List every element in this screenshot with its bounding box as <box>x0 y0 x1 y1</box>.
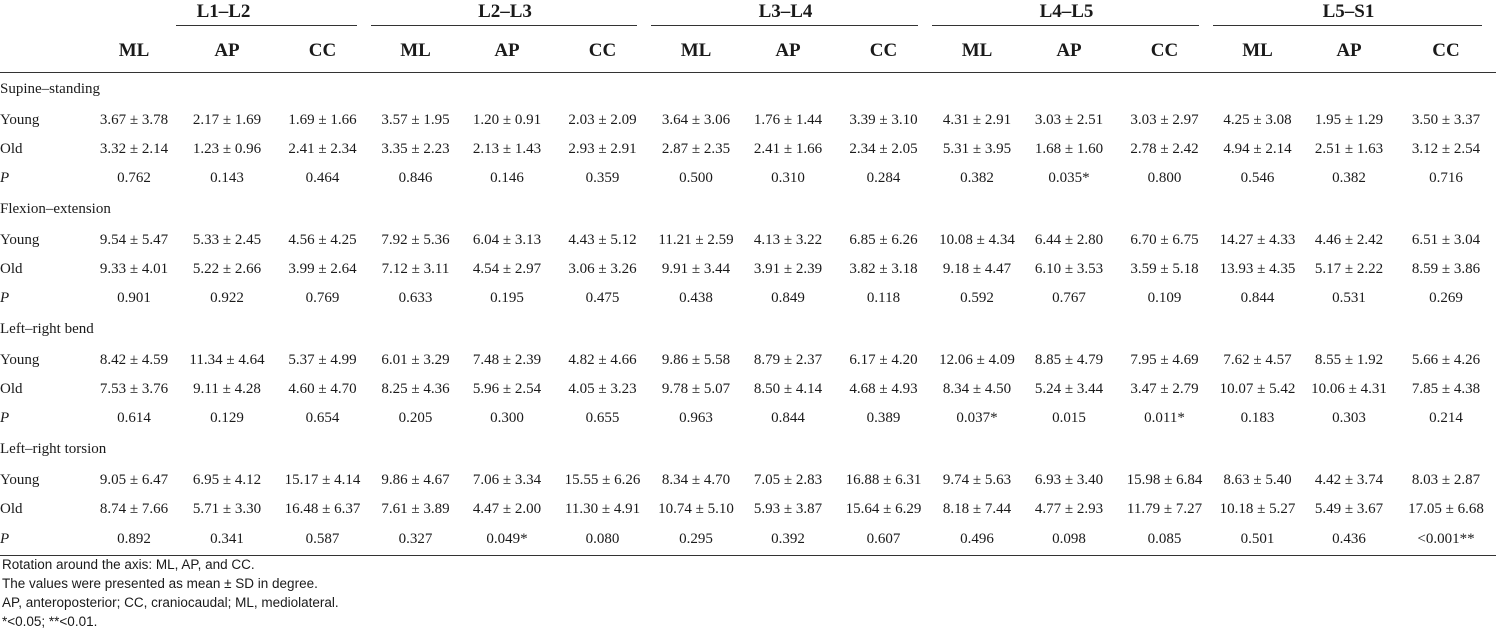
row-label: P <box>0 290 10 306</box>
row-label: P <box>0 410 10 426</box>
level-header: L5–S1 <box>1213 0 1496 30</box>
table-cell: 7.61 ± 3.89 <box>381 501 450 517</box>
footnote: The values were presented as mean ± SD in degree. <box>2 576 318 591</box>
table-cell: 0.129 <box>210 410 244 426</box>
table-row <box>0 255 1496 284</box>
table-cell: 0.716 <box>1429 170 1463 186</box>
level-header-row <box>0 0 1496 30</box>
table-cell: 0.849 <box>771 290 805 306</box>
table-cell: 4.42 ± 3.74 <box>1314 472 1384 488</box>
table-row <box>0 495 1496 524</box>
axis-header: CC <box>1116 30 1213 73</box>
table-cell: 6.17 ± 4.20 <box>849 352 918 368</box>
table-cell: 0.284 <box>866 170 901 186</box>
table-row <box>0 164 1496 193</box>
table-cell: 0.303 <box>1332 410 1366 426</box>
table-cell: 6.51 ± 3.04 <box>1411 232 1481 248</box>
table-cell: 16.48 ± 6.37 <box>284 501 361 517</box>
axis-header: CC <box>835 30 932 73</box>
table-cell: 0.109 <box>1147 290 1182 306</box>
table-cell: 0.654 <box>305 410 340 426</box>
table-cell: 5.37 ± 4.99 <box>288 352 357 368</box>
table-cell: 0.655 <box>585 410 620 426</box>
table-cell: 6.10 ± 3.53 <box>1034 261 1104 277</box>
table-cell: 0.587 <box>274 524 371 556</box>
table-cell: 12.06 ± 4.09 <box>939 352 1015 368</box>
table-cell: 1.20 ± 0.91 <box>472 112 542 128</box>
row-label: P <box>0 170 10 186</box>
table-cell: 0.392 <box>741 524 835 556</box>
table-cell: 4.94 ± 2.14 <box>1223 141 1292 157</box>
table-cell: 0.546 <box>1240 170 1275 186</box>
table-cell: 11.79 ± 7.27 <box>1126 501 1203 517</box>
axis-header: CC <box>274 30 371 73</box>
row-label: Young <box>0 232 40 248</box>
section-title: Left–right bend <box>0 321 94 337</box>
section-row <box>0 193 1496 226</box>
footnote: *<0.05; **<0.01. <box>2 614 98 629</box>
row-label: Old <box>0 501 23 517</box>
axis-header: AP <box>1302 30 1396 73</box>
table-cell: 14.27 ± 4.33 <box>1219 232 1296 248</box>
table-cell: 2.13 ± 1.43 <box>472 141 542 157</box>
table-cell: 0.592 <box>960 290 994 306</box>
table-cell: 7.92 ± 5.36 <box>381 232 450 248</box>
table-cell: 2.41 ± 2.34 <box>288 141 357 157</box>
corner-cell <box>0 30 88 73</box>
table-cell: 13.93 ± 4.35 <box>1219 261 1296 277</box>
table-cell: 9.74 ± 5.63 <box>942 472 1012 488</box>
table-cell: 2.17 ± 1.69 <box>192 112 262 128</box>
table-cell: 11.34 ± 4.64 <box>189 352 265 368</box>
table-cell: 15.55 ± 6.26 <box>564 472 641 488</box>
row-label: Old <box>0 381 23 397</box>
table-cell: 8.74 ± 7.66 <box>99 501 169 517</box>
axis-header: ML <box>371 30 460 73</box>
table-cell: 0.901 <box>117 290 151 306</box>
table-cell: 5.66 ± 4.26 <box>1411 352 1481 368</box>
table-row <box>0 226 1496 255</box>
table-cell: 4.05 ± 3.23 <box>568 381 637 397</box>
table-cell: 1.23 ± 0.96 <box>192 141 262 157</box>
table-body <box>0 73 1496 556</box>
table-cell: 9.86 ± 4.67 <box>381 472 450 488</box>
table-cell: 8.25 ± 4.36 <box>381 381 450 397</box>
table-cell: 0.011* <box>1144 410 1185 426</box>
table-cell: 11.21 ± 2.59 <box>658 232 734 248</box>
table-cell: 10.18 ± 5.27 <box>1219 501 1296 517</box>
table-cell: 8.50 ± 4.14 <box>753 381 823 397</box>
table-cell: 0.633 <box>398 290 433 306</box>
table-cell: 10.07 ± 5.42 <box>1219 381 1296 397</box>
table-cell: 3.91 ± 2.39 <box>753 261 823 277</box>
table-cell: 6.93 ± 3.40 <box>1034 472 1104 488</box>
axis-header: AP <box>460 30 554 73</box>
table-cell: 8.18 ± 7.44 <box>942 501 1012 517</box>
table-cell: 0.769 <box>305 290 340 306</box>
table-cell: 0.080 <box>554 524 651 556</box>
table-cell: 17.05 ± 6.68 <box>1408 501 1484 517</box>
table-cell: 6.01 ± 3.29 <box>381 352 450 368</box>
table-cell: 0.098 <box>1022 524 1116 556</box>
section-row <box>0 313 1496 346</box>
table-cell: 0.501 <box>1213 524 1302 556</box>
table-cell: 3.35 ± 2.23 <box>381 141 450 157</box>
table-cell: 8.34 ± 4.50 <box>942 381 1012 397</box>
table-cell: 2.41 ± 1.66 <box>753 141 823 157</box>
table-cell: 7.85 ± 4.38 <box>1411 381 1481 397</box>
table-cell: 1.95 ± 1.29 <box>1314 112 1384 128</box>
level-header: L1–L2 <box>88 0 371 30</box>
table-cell: 0.295 <box>651 524 741 556</box>
table-cell: 7.12 ± 3.11 <box>381 261 450 277</box>
axis-header: AP <box>1022 30 1116 73</box>
section-row <box>0 433 1496 466</box>
table-cell: 10.08 ± 4.34 <box>939 232 1015 248</box>
table-cell: 5.31 ± 3.95 <box>942 141 1012 157</box>
table-cell: 0.183 <box>1240 410 1275 426</box>
table-cell: 4.31 ± 2.91 <box>942 112 1012 128</box>
table-cell: 0.436 <box>1302 524 1396 556</box>
table-cell: 9.18 ± 4.47 <box>942 261 1012 277</box>
table-cell: 0.963 <box>679 410 713 426</box>
table-cell: 8.79 ± 2.37 <box>753 352 823 368</box>
table-cell: 3.39 ± 3.10 <box>849 112 918 128</box>
table-cell: 0.475 <box>585 290 620 306</box>
table-cell: 4.77 ± 2.93 <box>1034 501 1104 517</box>
table-cell: 3.82 ± 3.18 <box>849 261 918 277</box>
table-cell: 4.13 ± 3.22 <box>753 232 823 248</box>
table-cell: 9.05 ± 6.47 <box>99 472 169 488</box>
table-cell: 6.85 ± 6.26 <box>849 232 918 248</box>
table-cell: 9.11 ± 4.28 <box>193 381 261 397</box>
table-cell: 0.922 <box>210 290 244 306</box>
table-cell: 1.68 ± 1.60 <box>1034 141 1104 157</box>
axis-header: CC <box>1396 30 1496 73</box>
axis-header-row <box>0 30 1496 73</box>
table-row <box>0 284 1496 313</box>
section-title: Left–right torsion <box>0 441 107 457</box>
row-label: Young <box>0 352 40 368</box>
axis-header: ML <box>651 30 741 73</box>
table-cell: 0.762 <box>117 170 151 186</box>
table-cell: 0.085 <box>1116 524 1213 556</box>
row-label: Young <box>0 112 40 128</box>
table-cell: 2.34 ± 2.05 <box>849 141 918 157</box>
table-cell: 3.47 ± 2.79 <box>1130 381 1199 397</box>
table-cell: 0.607 <box>835 524 932 556</box>
table-cell: 0.614 <box>117 410 151 426</box>
table-cell: 0.382 <box>960 170 994 186</box>
table-cell: 3.50 ± 3.37 <box>1411 112 1481 128</box>
axis-header: ML <box>1213 30 1302 73</box>
table-cell: 3.06 ± 3.26 <box>568 261 637 277</box>
table-cell: 2.87 ± 2.35 <box>661 141 731 157</box>
level-header: L4–L5 <box>932 0 1213 30</box>
table-cell: 1.76 ± 1.44 <box>753 112 823 128</box>
table-cell: 0.359 <box>585 170 620 186</box>
table-cell: 6.44 ± 2.80 <box>1034 232 1104 248</box>
table-cell: 6.70 ± 6.75 <box>1130 232 1199 248</box>
table-cell: 2.51 ± 1.63 <box>1314 141 1384 157</box>
table-cell: 2.78 ± 2.42 <box>1130 141 1199 157</box>
table-cell: 0.500 <box>679 170 713 186</box>
table-row <box>0 135 1496 164</box>
table-cell: 15.98 ± 6.84 <box>1126 472 1203 488</box>
table-cell: 0.389 <box>866 410 901 426</box>
table-cell: 0.143 <box>210 170 244 186</box>
table-cell: 8.03 ± 2.87 <box>1411 472 1481 488</box>
row-label: Young <box>0 472 40 488</box>
table-cell: 4.54 ± 2.97 <box>472 261 542 277</box>
table-cell: 0.310 <box>771 170 805 186</box>
table-cell: 0.146 <box>490 170 524 186</box>
table-cell: 8.34 ± 4.70 <box>661 472 731 488</box>
table-cell: 0.015 <box>1052 410 1086 426</box>
table-cell: 5.71 ± 3.30 <box>192 501 262 517</box>
footnote: AP, anteroposterior; CC, craniocaudal; ML, mediolateral. <box>2 595 339 610</box>
table-cell: 4.56 ± 4.25 <box>288 232 357 248</box>
table-cell: 3.03 ± 2.51 <box>1034 112 1104 128</box>
table-row <box>0 524 1496 556</box>
footnotes <box>2 555 339 631</box>
table-cell: 7.06 ± 3.34 <box>472 472 542 488</box>
table-cell: 16.88 ± 6.31 <box>845 472 922 488</box>
table-cell: 4.43 ± 5.12 <box>568 232 637 248</box>
table-cell: 0.464 <box>305 170 340 186</box>
section-title: Supine–standing <box>0 81 100 97</box>
table-cell: 0.049* <box>460 524 554 556</box>
table-cell: 3.32 ± 2.14 <box>99 141 169 157</box>
table-cell: 2.93 ± 2.91 <box>568 141 637 157</box>
table-cell: 8.59 ± 3.86 <box>1411 261 1481 277</box>
section-title: Flexion–extension <box>0 201 111 217</box>
table-cell: 8.55 ± 1.92 <box>1314 352 1384 368</box>
table-cell: 0.496 <box>932 524 1022 556</box>
table-row <box>0 375 1496 404</box>
table-cell: 0.269 <box>1429 290 1463 306</box>
table-cell: 7.95 ± 4.69 <box>1130 352 1199 368</box>
table-cell: 3.12 ± 2.54 <box>1411 141 1481 157</box>
table-cell: 3.67 ± 3.78 <box>99 112 169 128</box>
table-cell: 0.892 <box>88 524 180 556</box>
table-cell: 4.47 ± 2.00 <box>472 501 542 517</box>
table-cell: 10.74 ± 5.10 <box>658 501 734 517</box>
table-cell: 7.48 ± 2.39 <box>472 352 542 368</box>
table-cell: 0.035* <box>1048 170 1090 186</box>
row-label: Old <box>0 141 23 157</box>
table-cell: 4.60 ± 4.70 <box>288 381 357 397</box>
table-cell: 3.59 ± 5.18 <box>1130 261 1199 277</box>
table-cell: 7.62 ± 4.57 <box>1223 352 1292 368</box>
table-cell: 8.42 ± 4.59 <box>99 352 169 368</box>
table-cell: 0.300 <box>490 410 524 426</box>
table-cell: 2.03 ± 2.09 <box>568 112 637 128</box>
axis-header: ML <box>932 30 1022 73</box>
level-header: L2–L3 <box>371 0 651 30</box>
table-cell: 9.78 ± 5.07 <box>661 381 731 397</box>
table-cell: 9.54 ± 5.47 <box>99 232 169 248</box>
table-cell: 5.93 ± 3.87 <box>753 501 823 517</box>
table-cell: 4.46 ± 2.42 <box>1314 232 1384 248</box>
table-cell: 0.844 <box>771 410 805 426</box>
table-cell: 4.82 ± 4.66 <box>568 352 637 368</box>
table-cell: 3.03 ± 2.97 <box>1130 112 1199 128</box>
table-cell: 15.17 ± 4.14 <box>284 472 361 488</box>
table-cell: 5.22 ± 2.66 <box>192 261 262 277</box>
table-cell: 9.33 ± 4.01 <box>99 261 169 277</box>
table-cell: 6.95 ± 4.12 <box>192 472 262 488</box>
table-cell: 5.49 ± 3.67 <box>1314 501 1384 517</box>
table-cell: 4.25 ± 3.08 <box>1223 112 1292 128</box>
table-cell: 10.06 ± 4.31 <box>1311 381 1387 397</box>
table-row <box>0 404 1496 433</box>
table-cell: 0.844 <box>1240 290 1275 306</box>
table-cell: 0.205 <box>398 410 433 426</box>
table-row <box>0 106 1496 135</box>
table-cell: 11.30 ± 4.91 <box>564 501 641 517</box>
corner-cell <box>0 0 88 30</box>
table-cell: 8.63 ± 5.40 <box>1223 472 1292 488</box>
table-cell: 9.91 ± 3.44 <box>661 261 731 277</box>
table-cell: 0.438 <box>679 290 713 306</box>
level-header: L3–L4 <box>651 0 932 30</box>
table-cell: 1.69 ± 1.66 <box>288 112 357 128</box>
table-cell: 6.04 ± 3.13 <box>472 232 542 248</box>
table-cell: 5.96 ± 2.54 <box>472 381 542 397</box>
table-cell: 5.33 ± 2.45 <box>192 232 262 248</box>
axis-header: CC <box>554 30 651 73</box>
table-cell: 3.64 ± 3.06 <box>661 112 731 128</box>
axis-header: AP <box>180 30 274 73</box>
table-cell: 0.846 <box>398 170 433 186</box>
table-cell: 0.341 <box>180 524 274 556</box>
table-cell: 5.24 ± 3.44 <box>1034 381 1104 397</box>
table-cell: 0.037* <box>956 410 998 426</box>
axis-header: ML <box>88 30 180 73</box>
table-cell: 5.17 ± 2.22 <box>1314 261 1384 277</box>
table-cell: 0.531 <box>1332 290 1366 306</box>
table-cell: 9.86 ± 5.58 <box>661 352 731 368</box>
row-label: Old <box>0 261 23 277</box>
table-cell: 3.99 ± 2.64 <box>288 261 357 277</box>
table-cell: 0.118 <box>866 290 901 306</box>
table-cell: 4.68 ± 4.93 <box>849 381 918 397</box>
table-cell: 0.800 <box>1147 170 1182 186</box>
table-cell: 7.05 ± 2.83 <box>753 472 823 488</box>
table-row <box>0 346 1496 375</box>
table-cell: <0.001** <box>1396 524 1496 556</box>
table-cell: 0.767 <box>1052 290 1086 306</box>
section-row <box>0 73 1496 107</box>
table-cell: 7.53 ± 3.76 <box>99 381 169 397</box>
table-cell: 0.327 <box>371 524 460 556</box>
table-cell: 0.214 <box>1429 410 1463 426</box>
table-cell: 0.382 <box>1332 170 1366 186</box>
footnote: Rotation around the axis: ML, AP, and CC. <box>2 557 255 572</box>
table-cell: 3.57 ± 1.95 <box>381 112 450 128</box>
table-cell: 0.195 <box>490 290 524 306</box>
axis-header: AP <box>741 30 835 73</box>
table-cell: 8.85 ± 4.79 <box>1034 352 1104 368</box>
row-label: P <box>0 524 88 556</box>
table-row <box>0 466 1496 495</box>
table-cell: 15.64 ± 6.29 <box>845 501 922 517</box>
